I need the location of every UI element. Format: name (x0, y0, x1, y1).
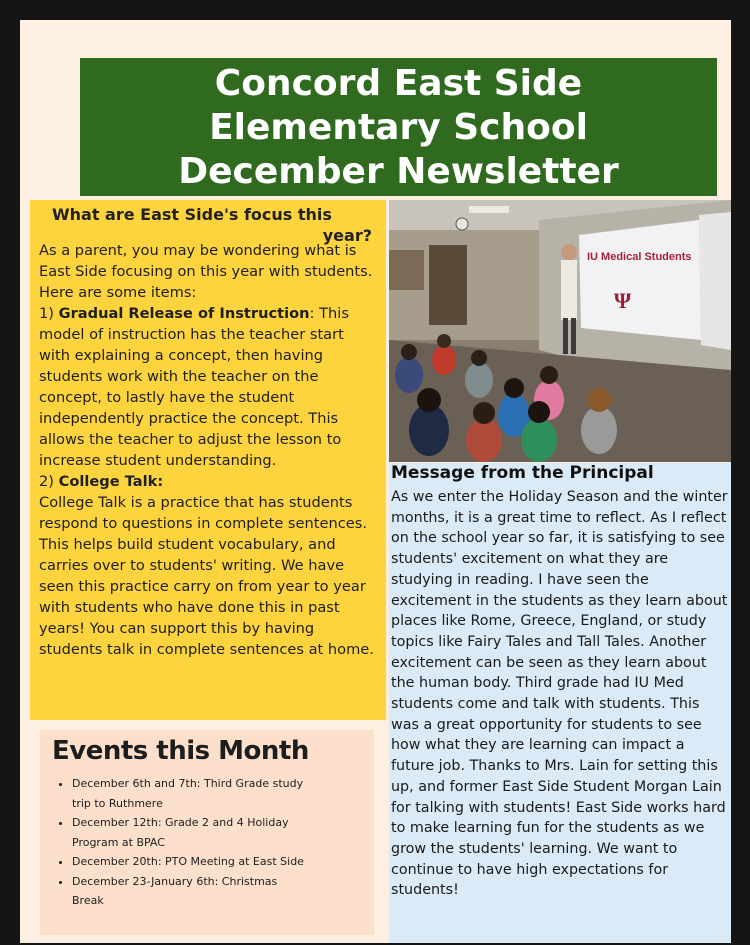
newsletter-page (20, 20, 731, 943)
event-item: • December 12th: Grade 2 and 4 Holiday Program at BPAC (72, 813, 312, 852)
focus-item-2-number: 2) (39, 473, 54, 490)
focus-body (39, 240, 379, 660)
event-item: • December 20th: PTO Meeting at East Side (72, 852, 312, 872)
event-item: • December 23-January 6th: Christmas Break (72, 872, 312, 911)
right-border (731, 20, 750, 945)
focus-item-1-number: 1) (39, 305, 54, 322)
title-line-2: Elementary School (209, 107, 588, 148)
events-heading: Events this Month (52, 736, 309, 766)
focus-item-2-heading (39, 471, 379, 492)
svg-text:Ψ: Ψ (614, 288, 632, 313)
title-line-3: December Newsletter (178, 151, 619, 192)
focus-item-1-title: Gradual Release of Instruction (58, 305, 310, 322)
focus-section (30, 200, 386, 720)
focus-heading-line2: year? (322, 226, 372, 245)
principal-heading: Message from the Principal (391, 463, 654, 483)
classroom-photo (389, 200, 731, 462)
slide-text: IU Medical Students (587, 251, 692, 263)
focus-item-1-text: : This model of instruction has the teacher start with explaining a concept, then having students work with the teacher on the concept, to lastly have the student independently practice the concept. This allows the teacher to adjust the lesson to increase student understanding. (39, 305, 349, 469)
classroom-photo-illustration (389, 200, 731, 462)
focus-heading-line1: What are East Side's focus this (52, 205, 332, 224)
focus-item-1 (39, 303, 379, 471)
focus-item-2-text: College Talk is a practice that has students respond to questions in complete sentences. This helps build student vocabulary, and carries over to students' writing. We have seen this practice carry on from year to year with students who have done this in past years! You can support this by having students talk in complete sentences at home. (39, 494, 374, 658)
principal-section (389, 463, 731, 943)
events-list (54, 774, 312, 911)
events-section (40, 730, 374, 935)
principal-message: As we enter the Holiday Season and the winter months, it is a great time to reflect. As I reflect on the school year so far, it is satisfying to see students' excitement on what they are studying in reading. I have seen the excitement in the students as they learn about places like Rome, Greece, England, or study topics like Fairy Tales and Tall Tales. Another excitement can be seen as they learn about the human body. Third grade had IU Med students come and talk with students. This was a great opportunity for students to see how what they are learning can impact a future job. Thanks to Mrs. Lain for setting this up, and former East Side Student Morgan Lain for talking with students! East Side works hard to make learning fun for the students as we grow the students' learning. We want to continue to have high expectations for students! (391, 489, 728, 899)
focus-item-2-title: College Talk: (58, 473, 164, 490)
title-line-1: Concord East Side (214, 63, 583, 104)
event-item: • December 6th and 7th: Third Grade study trip to Ruthmere (72, 774, 312, 813)
focus-intro: As a parent, you may be wondering what is East Side focusing on this year with students. Here are some items: (39, 242, 373, 301)
title-banner (80, 58, 717, 196)
